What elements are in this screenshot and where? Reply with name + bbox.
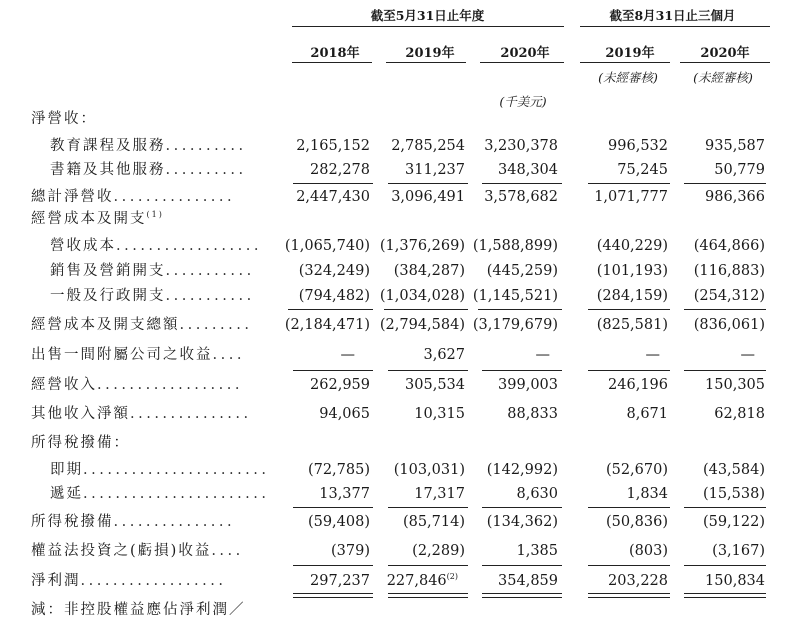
cell-value: 62,818 — [714, 406, 765, 422]
cell-value: 282,278 — [310, 162, 370, 178]
cell-value: (103,031) — [393, 462, 465, 478]
cell-value: 10,315 — [414, 406, 465, 422]
table-row — [0, 136, 800, 156]
year-underline — [580, 62, 670, 63]
cell-value: (43,584) — [702, 462, 765, 478]
leader-dots: ............... — [130, 406, 252, 422]
row-label-text: 其他收入淨額 — [31, 406, 130, 422]
cell-value: (72,785) — [307, 462, 370, 478]
table-row — [0, 404, 800, 424]
cell-value: 1,071,777 — [594, 189, 668, 205]
cell-value: (59,408) — [307, 514, 370, 530]
row-label-text: 營收成本 — [50, 238, 116, 254]
row-label-text: 經營成本及開支 — [31, 211, 147, 227]
footnote-marker: (1) — [146, 210, 164, 220]
cell-value: 1,834 — [626, 486, 668, 502]
row-label: 所得稅撥備： — [31, 435, 130, 451]
subtotal-rule — [482, 565, 562, 566]
cell-value: 305,534 — [405, 377, 465, 393]
row-label — [31, 187, 235, 207]
cell-value: 996,532 — [608, 138, 668, 154]
subtotal-rule — [684, 183, 766, 184]
subtotal-rule — [388, 370, 468, 371]
subtotal-rule — [388, 565, 468, 566]
subtotal-rule — [588, 183, 670, 184]
year-underline — [480, 62, 564, 63]
leader-dots: ....................... — [83, 486, 270, 502]
cell-value: 2,447,430 — [296, 189, 370, 205]
cell-value: (85,714) — [402, 514, 465, 530]
row-label-text: 遞延 — [50, 486, 83, 502]
subtotal-rule — [684, 370, 766, 371]
year-underline — [680, 62, 770, 63]
footnote-marker: (2) — [446, 572, 458, 582]
table-row — [0, 286, 800, 306]
subtotal-rule — [482, 370, 562, 371]
subtotal-rule — [684, 507, 766, 508]
year-underline — [386, 62, 466, 63]
cell-value: (836,061) — [693, 317, 765, 333]
cell-value: — — [740, 347, 755, 363]
cell-value: — — [535, 347, 550, 363]
row-label-text: 書籍及其他服務 — [50, 162, 166, 178]
cell-value: 348,304 — [498, 162, 558, 178]
subtotal-rule — [588, 309, 670, 310]
header-three-months-underline — [580, 26, 770, 27]
cell-value: (1,588,899) — [472, 238, 558, 254]
row-label — [31, 404, 252, 424]
cell-value: (794,482) — [298, 288, 370, 304]
table-row — [0, 236, 800, 256]
row-label — [31, 209, 164, 229]
subtotal-rule — [588, 507, 670, 508]
cell-value: 1,385 — [516, 543, 558, 559]
cell-value: (52,670) — [605, 462, 668, 478]
table-row — [0, 512, 800, 532]
row-label-text: 出售一間附屬公司之收益 — [31, 347, 213, 363]
subtotal-rule — [482, 507, 562, 508]
table-row — [0, 315, 800, 335]
total-double-rule — [684, 593, 766, 598]
subtotal-rule — [684, 565, 766, 566]
table-row — [0, 484, 800, 504]
leader-dots: ........... — [165, 288, 255, 304]
leader-dots: .......... — [165, 162, 247, 178]
table-row — [0, 160, 800, 180]
row-label — [31, 541, 244, 561]
cell-value: 88,833 — [507, 406, 558, 422]
table-row — [0, 460, 800, 480]
leader-dots: ......... — [179, 317, 253, 333]
row-label — [50, 286, 255, 306]
total-double-rule — [293, 593, 373, 598]
cell-value: (101,193) — [596, 263, 668, 279]
cell-value: — — [645, 347, 660, 363]
total-double-rule — [482, 593, 562, 598]
row-label-text: 一般及行政開支 — [50, 288, 166, 304]
cell-value: (142,992) — [486, 462, 558, 478]
cell-value: 935,587 — [705, 138, 765, 154]
year-header-2018: 2018年 — [310, 46, 360, 61]
row-label — [31, 315, 252, 335]
row-label-text: 所得稅撥備 — [31, 514, 114, 530]
row-label-text: 經營收入 — [31, 377, 97, 393]
subtotal-rule — [293, 507, 373, 508]
cell-value: 262,959 — [310, 377, 370, 393]
cell-value: — — [340, 347, 355, 363]
cell-value: (50,836) — [605, 514, 668, 530]
subtotal-rule — [293, 370, 373, 371]
leader-dots: .... — [211, 543, 244, 559]
row-label — [31, 375, 243, 395]
cell-value: 246,196 — [608, 377, 668, 393]
cell-value: 3,627 — [423, 347, 465, 363]
leader-dots: ............... — [113, 514, 236, 530]
cell-value: 17,317 — [414, 486, 465, 502]
cell-value: (1,145,521) — [472, 288, 558, 304]
cell-value: 50,779 — [714, 162, 765, 178]
cell-value: 94,065 — [319, 406, 370, 422]
cell-value: (254,312) — [693, 288, 765, 304]
cell-value: (284,159) — [596, 288, 668, 304]
header-fiscal-year-underline — [292, 26, 564, 27]
table-row — [0, 541, 800, 561]
year-header-2020-q: 2020年 — [700, 46, 750, 61]
leader-dots: .... — [212, 347, 245, 363]
year-header-2019-q: 2019年 — [605, 46, 655, 61]
cell-value: (2,794,584) — [379, 317, 465, 333]
row-label — [50, 460, 270, 480]
subtotal-rule — [588, 370, 670, 371]
cell-value: (15,538) — [702, 486, 765, 502]
row-label — [50, 236, 262, 256]
row-label-text: 總計淨營收 — [31, 189, 114, 205]
total-double-rule — [588, 593, 670, 598]
cell-value: 311,237 — [405, 162, 465, 178]
table-row — [0, 345, 800, 365]
cell-value: 13,377 — [319, 486, 370, 502]
subtotal-rule — [388, 183, 468, 184]
cell-value: 3,230,378 — [484, 138, 558, 154]
row-label-text: 經營成本及開支總額 — [31, 317, 180, 333]
leader-dots: ....................... — [83, 462, 270, 478]
table-row — [0, 600, 800, 620]
table-row — [0, 187, 800, 207]
unaudited-label: (未經審核) — [598, 70, 658, 85]
row-label — [31, 345, 245, 365]
leader-dots: .................. — [97, 377, 243, 393]
cell-value: 75,245 — [617, 162, 668, 178]
cell-value-text: 227,846 — [386, 573, 447, 589]
header-fiscal-year: 截至5月31日止年度 — [370, 8, 485, 23]
cell-value: 8,630 — [516, 486, 558, 502]
cell-value: (3,167) — [712, 543, 765, 559]
unit-label: (千美元) — [499, 94, 547, 109]
leader-dots: .......... — [165, 138, 247, 154]
cell-value: 203,228 — [608, 573, 668, 589]
cell-value: (324,249) — [298, 263, 370, 279]
table-row — [0, 433, 800, 453]
table-row — [0, 571, 800, 591]
cell-value: (1,034,028) — [379, 288, 465, 304]
subtotal-rule — [293, 183, 373, 184]
leader-dots: .................. — [80, 573, 227, 589]
cell-value: 3,096,491 — [391, 189, 465, 205]
row-label-text: 權益法投資之(虧損)收益 — [31, 543, 212, 559]
row-label — [31, 512, 235, 532]
cell-value: (1,376,269) — [379, 238, 465, 254]
cell-value: (1,065,740) — [284, 238, 370, 254]
subtotal-rule — [588, 565, 670, 566]
cell-value: 2,785,254 — [391, 138, 465, 154]
cell-value: 150,834 — [705, 573, 765, 589]
cell-value: (2,184,471) — [284, 317, 370, 333]
subtotal-rule — [384, 309, 468, 310]
row-label — [50, 160, 247, 180]
cell-value: 2,165,152 — [296, 138, 370, 154]
cell-value — [348, 571, 458, 591]
leader-dots: ............... — [113, 189, 236, 205]
cell-value: (825,581) — [596, 317, 668, 333]
subtotal-rule — [388, 507, 468, 508]
cell-value: (59,122) — [702, 514, 765, 530]
cell-value: 399,003 — [498, 377, 558, 393]
table-row — [0, 109, 800, 129]
cell-value: (134,362) — [486, 514, 558, 530]
leader-dots: ........... — [165, 263, 255, 279]
header-three-months: 截至8月31日止三個月 — [609, 8, 736, 23]
row-label: 淨營收： — [31, 111, 97, 127]
row-label-text: 教育課程及服務 — [50, 138, 166, 154]
cell-value: (384,287) — [393, 263, 465, 279]
cell-value: 354,859 — [498, 573, 558, 589]
subtotal-rule — [288, 309, 373, 310]
row-label — [50, 261, 255, 281]
subtotal-rule — [684, 309, 766, 310]
cell-value: (803) — [629, 543, 668, 559]
row-label: 減：非控股權益應佔淨利潤／ — [31, 602, 246, 618]
year-underline — [292, 62, 372, 63]
subtotal-rule — [293, 565, 373, 566]
cell-value: (379) — [331, 543, 370, 559]
cell-value: 986,366 — [705, 189, 765, 205]
cell-value: 150,305 — [705, 377, 765, 393]
leader-dots: .................. — [116, 238, 262, 254]
cell-value: (3,179,679) — [472, 317, 558, 333]
row-label-text: 銷售及營銷開支 — [50, 263, 166, 279]
row-label-text: 淨利潤 — [31, 573, 81, 589]
total-double-rule — [388, 593, 468, 598]
cell-value: (2,289) — [412, 543, 465, 559]
row-label — [50, 484, 270, 504]
row-label — [31, 571, 226, 591]
subtotal-rule — [482, 183, 562, 184]
cell-value: 3,578,682 — [484, 189, 558, 205]
cell-value: (116,883) — [693, 263, 765, 279]
cell-value: 297,237 — [310, 573, 370, 589]
subtotal-rule — [478, 309, 562, 310]
row-label-text: 即期 — [50, 462, 83, 478]
unaudited-label: (未經審核) — [693, 70, 753, 85]
cell-value: 8,671 — [626, 406, 668, 422]
table-row — [0, 209, 800, 229]
cell-value: (464,866) — [693, 238, 765, 254]
table-row — [0, 375, 800, 395]
row-label — [50, 136, 247, 156]
year-header-2020: 2020年 — [500, 46, 550, 61]
cell-value: (445,259) — [486, 263, 558, 279]
table-row — [0, 261, 800, 281]
cell-value: (440,229) — [596, 238, 668, 254]
year-header-2019: 2019年 — [405, 46, 455, 61]
